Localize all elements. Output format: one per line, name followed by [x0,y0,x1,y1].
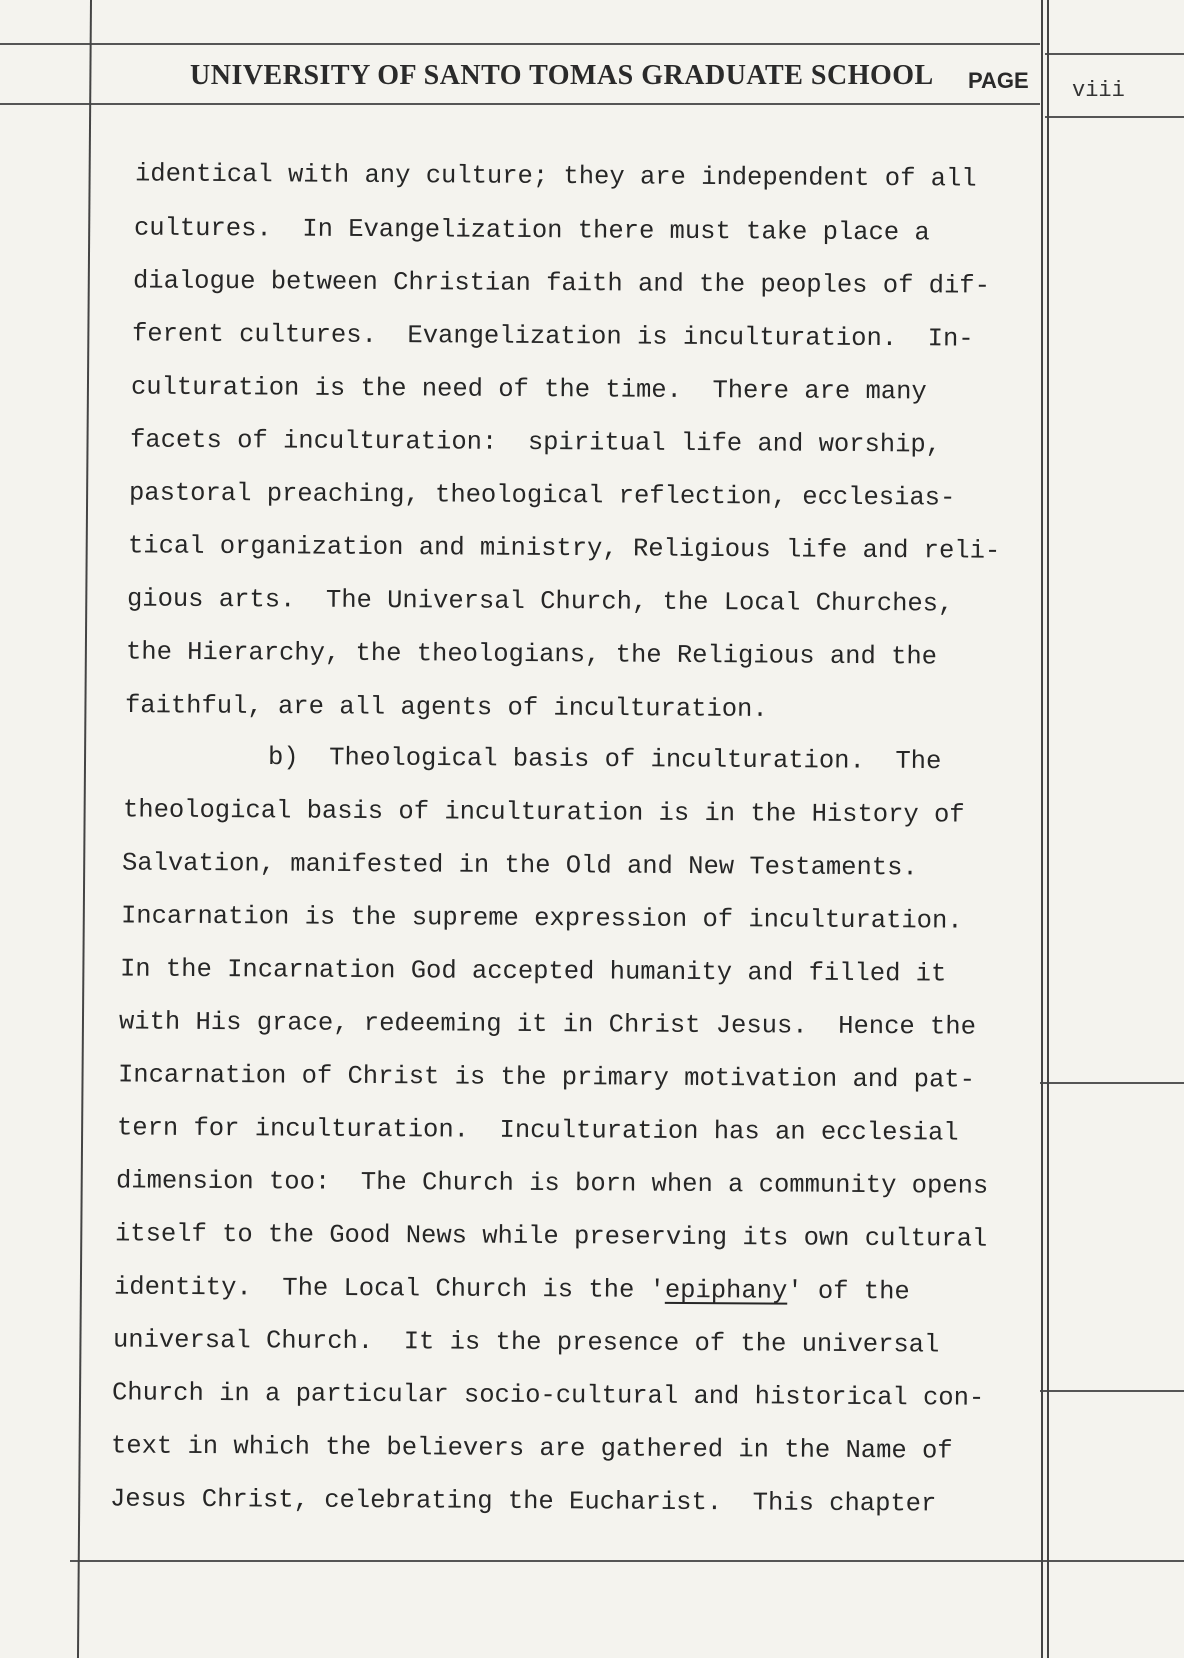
text-line: tern for inculturation. Inculturation has an ecclesial [116,1113,959,1148]
text-line: itself to the Good News while preserving its own cultural [114,1219,988,1254]
text-line: the Hierarchy, the theologians, the Religious and the [125,637,938,672]
text-line: theological basis of inculturation is in the History of [122,795,965,830]
text-line: Church in a particular socio-cultural and historical con- [111,1378,985,1413]
text-line: dialogue between Christian faith and the peoples of dif- [132,266,991,301]
page-number: viii [1072,78,1125,103]
text-segment: identity. The Local Church is the ' [113,1272,665,1305]
university-header-title: UNIVERSITY OF SANTO TOMAS GRADUATE SCHOOL [190,60,934,91]
text-line: Jesus Christ, celebrating the Eucharist. This chapter [109,1484,937,1519]
text-line: Incarnation of Christ is the primary motivation and pat- [117,1060,976,1095]
text-line: faithful, are all agents of inculturation. [124,691,768,724]
right-outer-line [1047,0,1049,1658]
right-margin-line [1041,0,1043,1658]
text-segment: ' of the [787,1276,910,1307]
text-line: tical organization and ministry, Religious life and reli- [127,531,1001,566]
margin-rule-a [1040,1082,1184,1084]
text-line: identical with any culture; they are independent of all [134,159,977,194]
underlined-term: epiphany [664,1275,788,1306]
text-line: pastoral preaching, theological reflection, ecclesias- [128,478,956,513]
margin-header-rule [1045,116,1184,118]
text-line: dimension too: The Church is born when a community opens [115,1166,989,1201]
text-line: b) Theological basis of inculturation. The [267,742,942,777]
text-line: culturation is the need of the time. There are many [130,372,927,407]
text-line: text in which the believers are gathered in the Name of [110,1431,953,1466]
text-line: Incarnation is the supreme expression of inculturation. [120,901,963,936]
text-line: cultures. In Evangelization there must take place a [133,213,930,248]
text-line: gious arts. The Universal Church, the Local Churches, [126,584,954,619]
header-bottom-rule [0,103,1040,105]
text-line: In the Incarnation God accepted humanity and filled it [119,954,947,989]
text-line: facets of inculturation: spiritual life and worship, [129,425,942,460]
text-line: ferent cultures. Evangelization is inculturation. In- [131,319,974,354]
text-line: with His grace, redeeming it in Christ Jesus. Hence the [118,1007,977,1042]
page-label: PAGE [968,68,1029,93]
text-line [114,1273,910,1308]
margin-top-rule [1045,53,1184,55]
text-line: Salvation, manifested in the Old and New Testaments. [121,848,918,883]
left-margin-line [77,0,92,1658]
footer-rule [70,1560,1184,1562]
text-line: universal Church. It is the presence of the universal [112,1325,940,1360]
margin-rule-b [1040,1390,1184,1392]
header-top-rule [0,43,1040,45]
